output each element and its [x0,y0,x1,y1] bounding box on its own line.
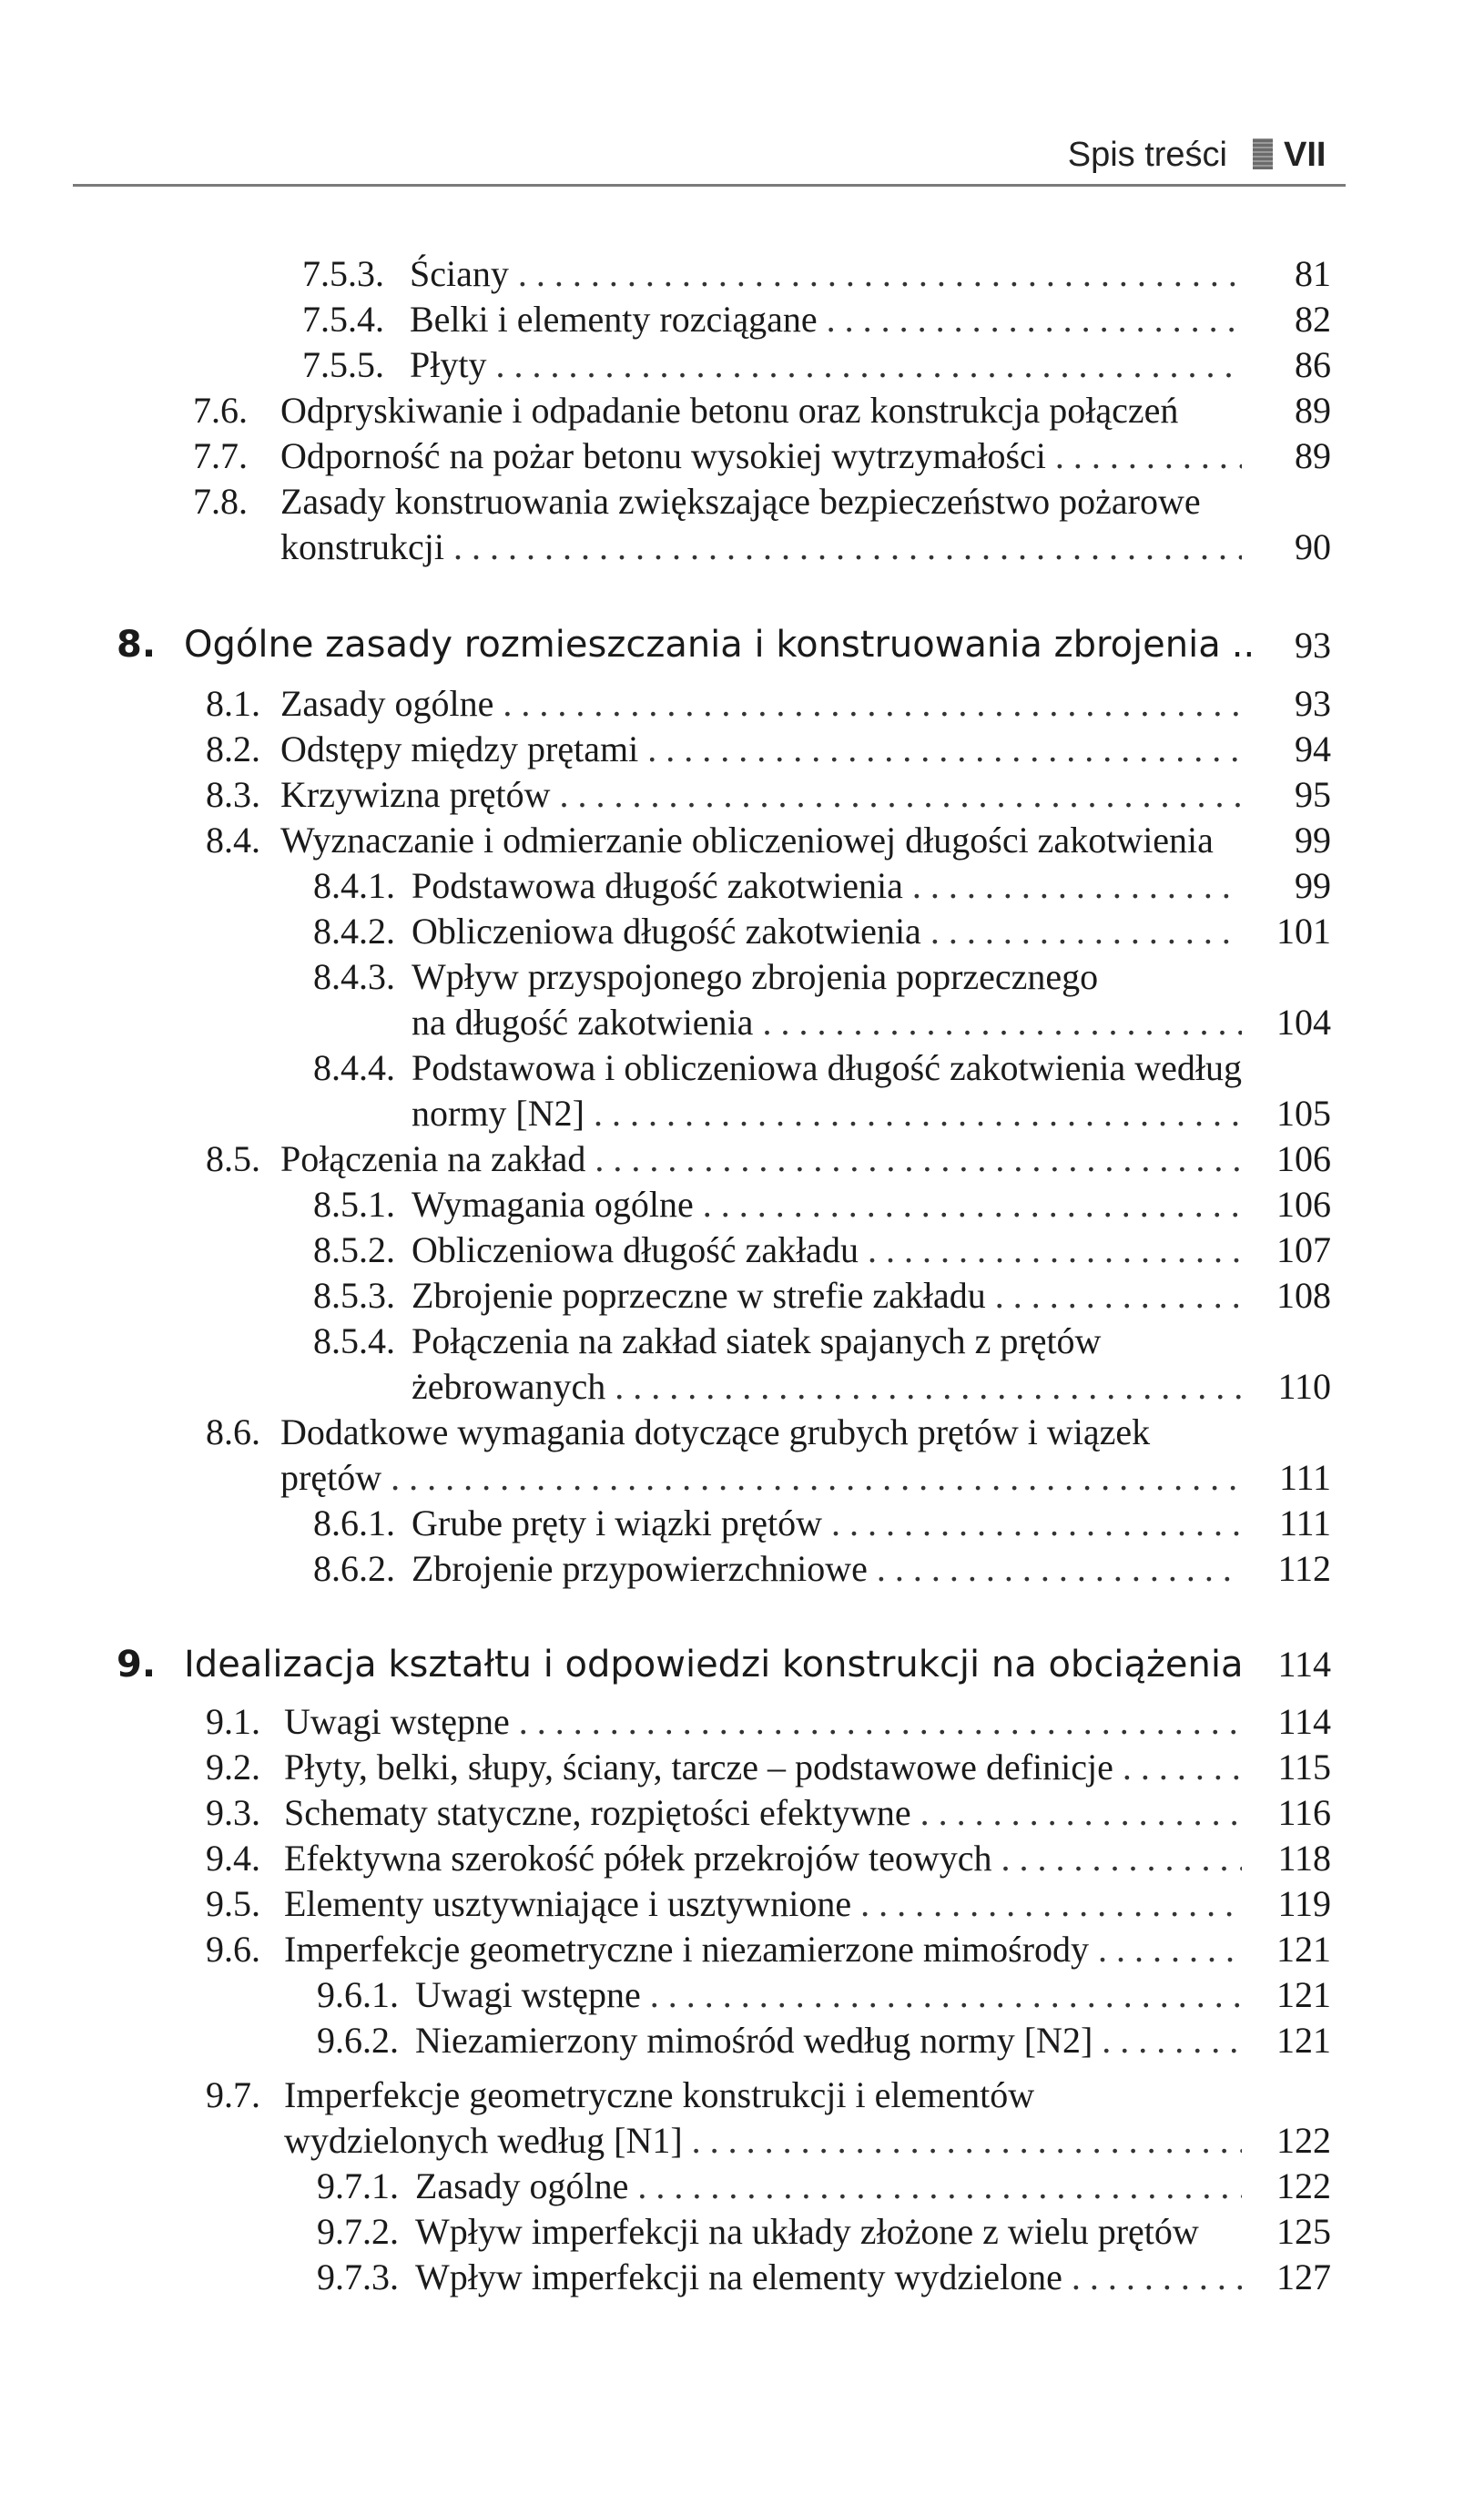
toc-entry-page: 121 [1276,1929,1331,1970]
toc-entry-number: 9.3. [206,1792,260,1833]
dot-leader [930,909,1242,954]
toc-entry-page: 105 [1276,1093,1331,1134]
toc-entry-title: Zasady ogólne [280,683,494,724]
toc-entry-title: Imperfekcje geometryczne konstrukcji i elementów [284,2074,1035,2115]
dot-leader [650,1972,1242,2018]
toc-chapter-title: Ogólne zasady rozmieszczania i konstruowania zbrojenia [184,624,1221,666]
toc-entry-page: 115 [1277,1747,1331,1788]
toc-entry [317,2209,1331,2255]
toc-entry-number: 7.5.5. [302,344,384,385]
toc-entry [206,1790,1331,1836]
dot-leader [877,1546,1242,1592]
toc-entry-title: Uwagi wstępne [284,1701,510,1742]
dot-leader [503,681,1242,727]
dot-leader [391,1455,1242,1501]
toc-entry [313,1501,1331,1546]
toc-entry-title-continued: wydzielonych według [N1] [284,2120,683,2161]
dot-leader [860,1881,1242,1927]
toc-entry-number: 7.6. [193,390,248,431]
dot-leader [762,1000,1242,1045]
dot-leader [594,1091,1242,1136]
dot-leader [1072,2255,1242,2300]
toc-entry-title: Elementy usztywniające i usztywnione [284,1883,852,1924]
toc-chapter-page: 93 [1295,625,1331,666]
toc-entry-number: 9.7.3. [317,2256,399,2297]
toc-entry-title-continued: normy [N2] [412,1093,584,1134]
toc-entry [313,909,1331,954]
toc-entry-page: 104 [1276,1002,1331,1043]
dot-leader [518,251,1242,297]
dot-leader [868,1227,1242,1273]
toc-entry-number: 9.6.2. [317,2020,399,2061]
toc-entry-number: 8.5.3. [313,1275,395,1316]
toc-entry [206,1836,1331,1881]
dot-leader [703,1182,1242,1227]
toc-entry-page: 127 [1276,2256,1331,2297]
toc-chapter-number: 9. [117,1644,157,1686]
toc-entry-title: Połączenia na zakład [280,1138,586,1179]
toc-entry-number: 7.7. [193,435,248,476]
dot-leader [831,1501,1242,1546]
toc-entry-page: 101 [1276,911,1331,952]
toc-entry [317,2018,1331,2063]
toc-entry-page: 81 [1295,253,1331,294]
toc-entry-continuation [280,1455,1331,1501]
toc-entry-title: Zbrojenie poprzeczne w strefie zakładu [412,1275,986,1316]
toc-entry-page: 86 [1295,344,1331,385]
toc-entry-title: Grube pręty i wiązki prętów [412,1502,822,1543]
toc-entry-title-continued: konstrukcji [280,526,444,567]
dot-leader [453,525,1242,570]
toc-entry-title: Obliczeniowa długość zakładu [412,1229,859,1270]
dot-leader [995,1273,1242,1319]
toc-chapter-title: Idealizacja kształtu i odpowiedzi konstrukcji na obciążenia [184,1644,1244,1686]
toc-entry [313,954,1331,1000]
toc-entry-title-continued: żebrowanych [412,1366,606,1407]
toc-entry-title: Połączenia na zakład siatek spajanych z prętów [412,1320,1102,1361]
toc-entry-number: 9.6.1. [317,1974,399,2015]
toc-entry-title: Wpływ imperfekcji na układy złożone z wielu prętów [415,2211,1199,2252]
toc-entry-page: 111 [1278,1502,1331,1543]
toc-entry-page: 107 [1276,1229,1331,1270]
running-header-page-number: VII [1284,136,1326,174]
dot-leader [560,772,1242,818]
toc-entry-title: Podstawowa długość zakotwienia [412,865,903,906]
toc-entry-page: 110 [1277,1366,1331,1407]
dot-leader [615,1364,1242,1410]
dot-leader [519,1699,1242,1745]
toc-entry-number: 9.5. [206,1883,260,1924]
toc-entry-title: Uwagi wstępne [415,1974,641,2015]
toc-entry-title: Schematy statyczne, rozpiętości efektywne [284,1792,911,1833]
toc-entry-number: 8.4.1. [313,865,395,906]
toc-entry-page: 106 [1276,1184,1331,1225]
dot-leader [920,1790,1242,1836]
toc-entry [317,1972,1331,2018]
toc-entry [302,251,1331,297]
toc-entry-number: 9.1. [206,1701,260,1742]
toc-entry-number: 7.5.3. [302,253,384,294]
dot-leader [1001,1836,1243,1881]
dot-leader [1098,1927,1242,1972]
toc-entry-title: Zbrojenie przypowierzchniowe [412,1548,868,1589]
toc-entry [313,1319,1331,1364]
toc-chapter-number: 8. [117,624,157,666]
toc-entry-title: Odporność na pożar betonu wysokiej wytrzymałości [280,435,1046,476]
toc-entry-title: Wyznaczanie i odmierzanie obliczeniowej długości zakotwienia [280,820,1214,861]
toc-entry [317,2255,1331,2300]
toc-entry-page: 111 [1278,1457,1331,1498]
toc-entry-title: Belki i elementy rozciągane [410,299,818,340]
dot-leader [495,342,1242,388]
toc-entry-page: 89 [1295,390,1331,431]
toc-entry-page: 122 [1276,2165,1331,2206]
dot-leader [1055,433,1242,479]
dot-leader [647,727,1242,772]
toc-entry [206,2073,1331,2118]
toc-entry-page: 82 [1295,299,1331,340]
toc-entry-number: 8.4.3. [313,956,395,997]
toc-entry-number: 7.5.4. [302,299,384,340]
toc-entry-page: 112 [1277,1548,1331,1589]
toc-entry-title: Zasady konstruowania zwiększające bezpieczeństwo pożarowe [280,481,1201,522]
toc-entry-page: 99 [1295,820,1331,861]
dot-leader [692,2118,1242,2164]
toc-entry-number: 8.1. [206,683,260,724]
toc-entry [313,863,1331,909]
toc-chapter-page: 114 [1277,1644,1331,1685]
toc-entry-number: 8.5. [206,1138,260,1179]
toc-entry-number: 9.2. [206,1747,260,1788]
toc-entry-number: 8.5.4. [313,1320,395,1361]
toc-entry [313,1546,1331,1592]
toc-entry-page: 99 [1295,865,1331,906]
toc-entry-page: 94 [1295,728,1331,769]
toc-entry-title: Wpływ imperfekcji na elementy wydzielone [415,2256,1062,2297]
toc-entry [206,1927,1331,1972]
toc-entry-title: Ściany [410,253,509,294]
toc-chapter-heading [117,1639,1244,1690]
running-header-title: Spis treści [1067,136,1227,174]
dot-leader: .. [1231,624,1255,666]
toc-entry-continuation [412,1000,1331,1045]
toc-entry [302,297,1331,342]
toc-entry-continuation [412,1364,1331,1410]
toc-entry-number: 8.4.2. [313,911,395,952]
toc-entry [206,727,1331,772]
toc-entry [317,2164,1331,2209]
toc-entry-title: Odstępy między prętami [280,728,639,769]
dot-leader [637,2164,1242,2209]
toc-entry-title: Płyty, belki, słupy, ściany, tarcze – podstawowe definicje [284,1747,1113,1788]
toc-entry-number: 8.6.1. [313,1502,395,1543]
toc-entry-number: 7.8. [193,481,248,522]
toc-entry [206,818,1331,863]
toc-entry [193,479,1331,525]
toc-entry-number: 9.7.2. [317,2211,399,2252]
toc-entry-number: 8.5.1. [313,1184,395,1225]
dot-leader [827,297,1242,342]
toc-entry-page: 121 [1276,1974,1331,2015]
toc-entry [206,1410,1331,1455]
toc-entry-title: Zasady ogólne [415,2165,629,2206]
toc-entry-title-continued: na długość zakotwienia [412,1002,754,1043]
toc-entry [206,772,1331,818]
toc-entry-number: 9.6. [206,1929,260,1970]
toc-entry-title: Wpływ przyspojonego zbrojenia poprzecznego [412,956,1099,997]
toc-entry-page: 118 [1277,1838,1331,1879]
toc-entry-title: Niezamierzony mimośród według normy [N2] [415,2020,1093,2061]
dot-leader [912,863,1242,909]
toc-entry-title: Wymagania ogólne [412,1184,694,1225]
toc-entry [313,1273,1331,1319]
toc-entry [206,681,1331,727]
toc-entry-number: 8.5.2. [313,1229,395,1270]
toc-entry-page: 125 [1276,2211,1331,2252]
toc-entry-number: 9.4. [206,1838,260,1879]
toc-entry [313,1182,1331,1227]
toc-entry-continuation [284,2118,1331,2164]
toc-entry-page: 106 [1276,1138,1331,1179]
toc-entry-title-continued: prętów [280,1457,382,1498]
toc-entry-page: 95 [1295,774,1331,815]
toc-entry [313,1227,1331,1273]
toc-entry-title: Dodatkowe wymagania dotyczące grubych prętów i wiązek [280,1411,1151,1452]
toc-entry-title: Odpryskiwanie i odpadanie betonu oraz konstrukcja połączeń [280,390,1179,431]
toc-entry-title: Imperfekcje geometryczne i niezamierzone mimośrody [284,1929,1090,1970]
toc-entry-number: 8.3. [206,774,260,815]
toc-entry-page: 89 [1295,435,1331,476]
toc-entry-continuation [412,1091,1331,1136]
toc-entry [206,1745,1331,1790]
toc-entry-number: 8.6.2. [313,1548,395,1589]
toc-entry-page: 122 [1276,2120,1331,2161]
toc-entry-page: 90 [1295,526,1331,567]
toc-chapter-heading [117,619,1255,670]
toc-entry-number: 8.2. [206,728,260,769]
toc-entry-number: 9.7.1. [317,2165,399,2206]
toc-entry-number: 9.7. [206,2074,260,2115]
toc-entry [193,433,1331,479]
toc-entry [206,1881,1331,1927]
toc-entry-title: Krzywizna prętów [280,774,551,815]
toc-entry [313,1045,1331,1091]
toc-entry-page: 114 [1277,1701,1331,1742]
toc-entry [193,388,1331,433]
toc-entry [206,1699,1331,1745]
toc-entry-number: 8.4. [206,820,260,861]
dot-leader [1102,2018,1242,2063]
toc-entry-number: 8.4.4. [313,1047,395,1088]
toc-entry-title: Płyty [410,344,487,385]
toc-entry-page: 121 [1276,2020,1331,2061]
toc-entry-page: 116 [1277,1792,1331,1833]
dot-leader [1123,1745,1242,1790]
toc-entry [302,342,1331,388]
dot-leader [595,1136,1242,1182]
toc-entry-continuation [280,525,1331,570]
toc-entry-title: Efektywna szerokość półek przekrojów teowych [284,1838,992,1879]
toc-entry-page: 119 [1277,1883,1331,1924]
toc-entry-title: Podstawowa i obliczeniowa długość zakotwienia według [412,1047,1242,1088]
toc-entry-page: 108 [1276,1275,1331,1316]
toc-entry-page: 93 [1295,683,1331,724]
toc-entry-title: Obliczeniowa długość zakotwienia [412,911,921,952]
toc-entry-number: 8.6. [206,1411,260,1452]
toc-entry [206,1136,1331,1182]
